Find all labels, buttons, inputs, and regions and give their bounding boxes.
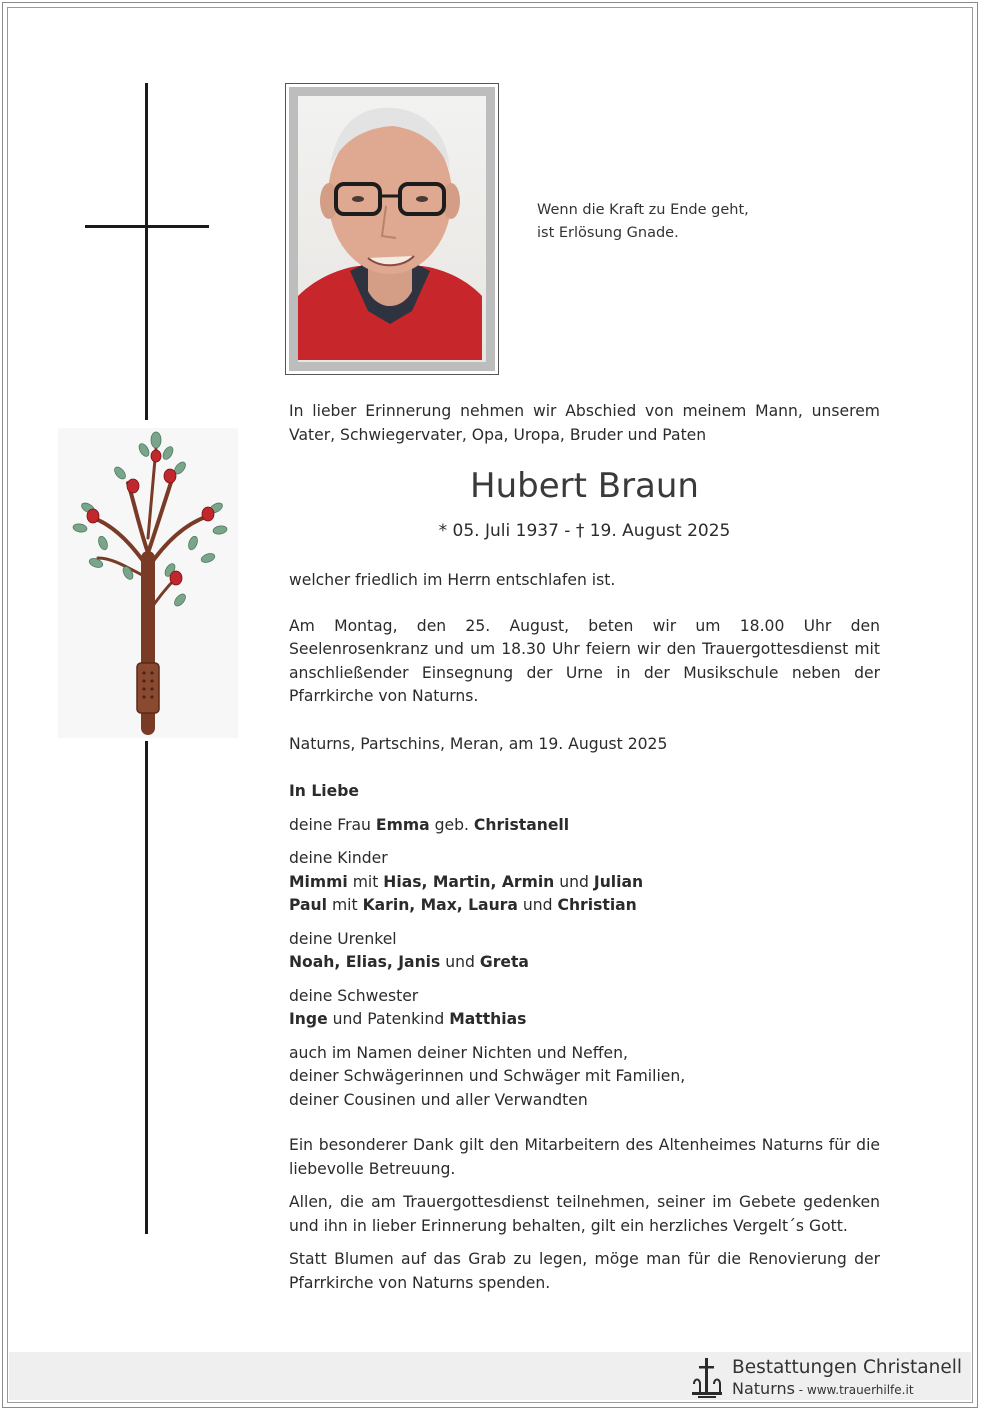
sister-mid: und Patenkind [332, 1010, 445, 1028]
service-text: Am Montag, den 25. August, beten wir um 18.00 Uhr den Seelenrosenkranz und um 18.30 Uhr feiern wir den Trauergottesdienst mit anschließender Einsegnung der Urne in der Musikschule neben der Pfarrkirche von Naturns. [289, 616, 880, 705]
thanks-paragraph-1: Ein besonderer Dank gilt den Mitarbeitern des Altenheimes Naturns für die liebevolle Betreuung. [289, 1136, 880, 1178]
child-2-with: mit [331, 896, 358, 914]
child-2-name: Paul [289, 896, 327, 914]
greatgrandchildren-names: Noah, Elias, Janis [289, 953, 441, 971]
greatgrandchildren-and: und [445, 953, 475, 971]
cross-horizontal-bar [85, 225, 209, 228]
relatives-line-3: deiner Cousinen und aller Verwandten [289, 1090, 588, 1109]
place-date: Naturns, Partschins, Meran, am 19. August 2025 [289, 734, 668, 753]
motto-line-2: ist Erlösung Gnade. [537, 225, 679, 241]
sister-label: deine Schwester [289, 986, 419, 1005]
passed-text: welcher friedlich im Herrn entschlafen ist. [289, 571, 616, 589]
child-2-last: Christian [557, 896, 637, 914]
cross-vertical-top [145, 83, 148, 420]
child-2-and: und [522, 896, 553, 914]
funeral-home-logo-icon [690, 1356, 724, 1400]
wife-line [289, 814, 880, 838]
children-row-1 [289, 871, 880, 895]
funeral-home-url: - www.trauerhilfe.it [794, 1383, 914, 1397]
portrait-mat [289, 87, 495, 371]
thanks-paragraph-3: Statt Blumen auf das Grab zu legen, möge man für die Renovierung der Pfarrkirche von Naturns spenden. [289, 1250, 880, 1292]
wife-prefix: deine Frau [289, 815, 371, 834]
life-dates: * 05. Juli 1937 - † 19. August 2025 [438, 521, 731, 541]
child-1-name: Mimmi [289, 872, 348, 891]
portrait-photo [298, 96, 486, 362]
funeral-home-town: Naturns [732, 1379, 795, 1398]
intro-text: In lieber Erinnerung nehmen wir Abschied von meinem Mann, unserem Vater, Schwiegervater, Opa, Uropa, Bruder und Paten [289, 402, 880, 444]
sister-row [289, 1008, 880, 1032]
child-1-last: Julian [593, 872, 644, 891]
portrait-frame [285, 83, 499, 375]
wife-maiden: Christanell [473, 815, 570, 834]
child-1-with: mit [352, 872, 379, 891]
godchild-name: Matthias [449, 1010, 527, 1028]
thanks-paragraph-2: Allen, die am Trauergottesdienst teilnehmen, seiner im Gebete gedenken und ihn in lieber Erinnerung behalten, gilt ein herzliches Vergelt´s Gott. [289, 1193, 880, 1235]
children-row-2 [289, 894, 880, 918]
deceased-name: Hubert Braun [470, 466, 699, 506]
mourners-heading: In Liebe [289, 782, 359, 800]
obituary-body [289, 400, 880, 1295]
cross-vertical-bottom [145, 741, 148, 1234]
wife-name: Emma [375, 815, 430, 834]
child-2-family: Karin, Max, Laura [362, 896, 518, 914]
funeral-home-name: Bestattungen Christanell [732, 1357, 962, 1378]
greatgrandchildren-row [289, 951, 880, 975]
funeral-home-location [732, 1379, 914, 1400]
motto-line-1: Wenn die Kraft zu Ende geht, [537, 202, 749, 218]
relatives-line-2: deiner Schwägerinnen und Schwäger mit Familien, [289, 1067, 686, 1085]
children-label: deine Kinder [289, 849, 388, 867]
relatives-line-1: auch im Namen deiner Nichten und Neffen, [289, 1043, 628, 1062]
greatgrandchildren-last: Greta [479, 953, 529, 971]
tree-of-life-icon [58, 428, 238, 738]
motto [537, 199, 749, 245]
wife-mid: geb. [434, 815, 469, 834]
child-1-and: und [559, 872, 589, 891]
sister-name: Inge [289, 1010, 328, 1028]
greatgrandchildren-label: deine Urenkel [289, 929, 397, 948]
child-1-family: Hias, Martin, Armin [383, 872, 555, 891]
